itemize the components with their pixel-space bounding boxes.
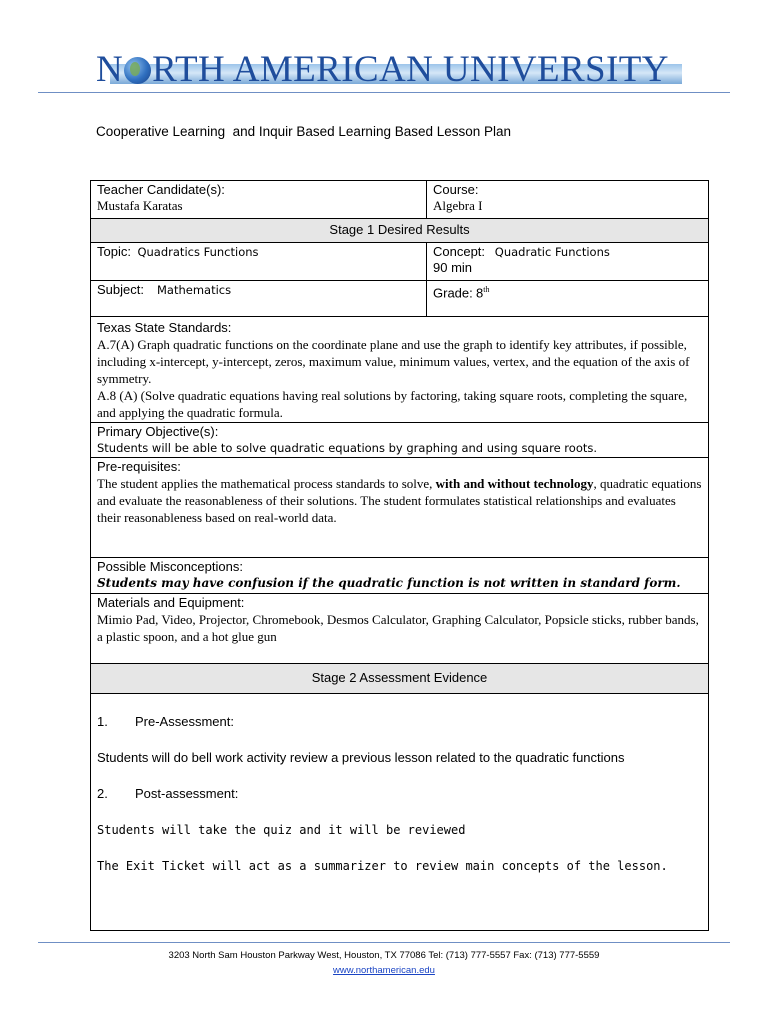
materials-cell [91,594,709,664]
subject-cell [91,281,427,317]
prereq-text-2: , quadratic equations and evaluate the reasonableness of their solutions. The student formulates statistical relationships and evaluates their reasonableness based on real-world data. [97,476,702,525]
pre-assessment-label: Pre-Assessment: [135,714,234,729]
course-cell [427,181,709,219]
grade-value: 8 [476,285,484,301]
pre-assessment-text: Students will do bell work activity review a previous lesson related to the quadratic functions [97,750,625,765]
standards-a8: A.8 (A) (Solve quadratic equations having real solutions by factoring, taking square roots, completing the square, and applying the quadratic formula. [97,388,688,420]
standards-cell [91,317,709,423]
concept-value: Quadratic Functions [494,245,610,259]
objective-value: Students will be able to solve quadratic equations by graphing and using square roots. [97,441,598,455]
objective-label: Primary Objective(s): [97,424,219,439]
concept-label: Concept: [433,244,486,259]
stage1-header: Stage 1 Desired Results [91,219,709,243]
misconceptions-cell [91,558,709,594]
concept-duration: 90 min [433,260,473,275]
materials-label: Materials and Equipment: [97,595,245,610]
misconceptions-label: Possible Misconceptions: [97,559,243,574]
teacher-value: Mustafa Karatas [97,198,183,213]
prereq-text-1: The student applies the mathematical process standards to solve, [97,476,436,491]
materials-value: Mimio Pad, Video, Projector, Chromebook, Desmos Calculator, Graphing Calculator, Popsicle sticks, rubber bands, a plastic spoon, and a hot glue gun [97,612,699,644]
prereq-bold-text: with and without technology [435,476,594,491]
standards-a7: A.7(A) Graph quadratic functions on the coordinate plane and use the graph to identify key attributes, if possible, including x-intercept, y-intercept, zeros, maximum value, minimum values, vertex, and the equation of the axis of symmetry. [97,337,690,386]
stage2-header: Stage 2 Assessment Evidence [91,664,709,694]
pre-assessment-number: 1. [97,714,108,729]
prereq-cell [91,458,709,558]
teacher-label: Teacher Candidate(s): [97,182,225,197]
assessment-cell [91,694,709,931]
topic-label: Topic: [97,244,131,259]
misconceptions-value: Students may have confusion if the quadratic function is not written in standard form. [97,576,681,590]
logo-wordmark [96,48,669,91]
objective-cell [91,423,709,458]
post-assessment-text: Students will take the quiz and it will be reviewed [97,823,466,837]
footer-address: 3203 North Sam Houston Parkway West, Houston, TX 77086 Tel: (713) 777-5557 Fax: (713) 777-5559 [168,950,600,961]
document-title: Cooperative Learning and Inquir Based Learning Based Lesson Plan [96,124,512,139]
logo-letter-n: N [96,49,124,90]
prereq-value [97,475,702,526]
pre-assessment-heading [97,714,702,730]
prereq-label: Pre-requisites: [97,459,181,474]
university-logo [96,49,678,90]
footer-divider [38,942,730,943]
post-assessment-heading [97,786,702,802]
post-assessment-label: Post-assessment: [135,786,239,801]
grade-label: Grade: [433,285,473,301]
course-value: Algebra I [433,198,483,213]
subject-label: Subject: [97,282,144,297]
lesson-plan-table [90,180,709,931]
post-assessment-number: 2. [97,786,108,801]
logo-rest: RTH AMERICAN UNIVERSITY [152,49,669,90]
concept-cell [427,243,709,281]
course-label: Course: [433,182,479,197]
topic-cell [91,243,427,281]
grade-cell [427,281,709,317]
globe-icon [124,57,151,84]
grade-suffix: th [483,285,490,294]
header-divider [38,92,730,93]
teacher-cell [91,181,427,219]
subject-value: Mathematics [156,283,232,297]
topic-value: Quadratics Functions [137,245,259,259]
exit-ticket-text: The Exit Ticket will act as a summarizer to review main concepts of the lesson. [97,859,668,873]
website-link[interactable]: www.northamerican.edu [333,965,435,976]
standards-label: Texas State Standards: [97,320,232,335]
